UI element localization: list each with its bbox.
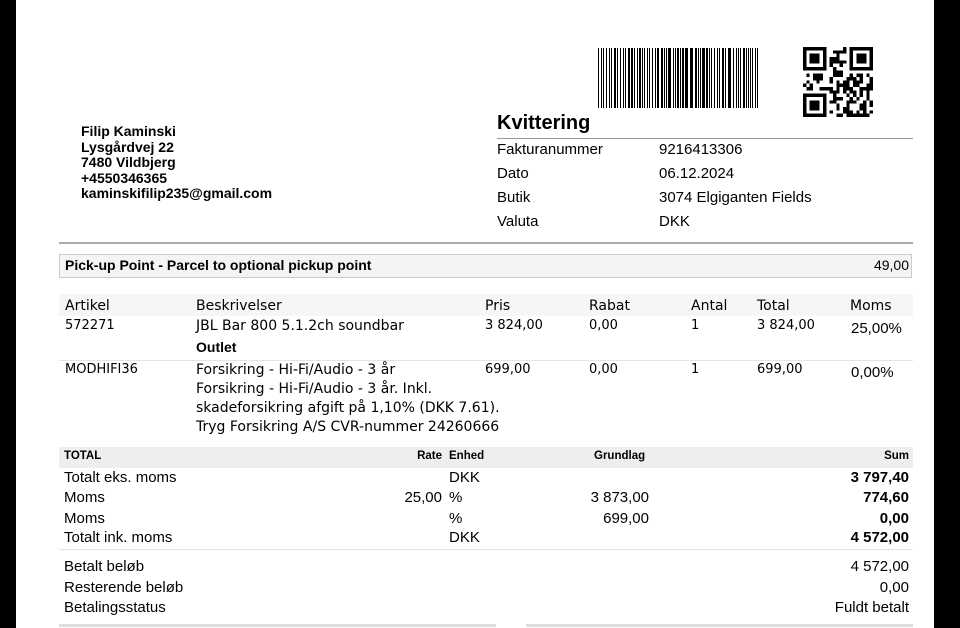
field-value: 9216413306 [659,141,743,158]
item-discount: 0,00 [589,318,618,333]
totals-unit: DKK [449,469,480,486]
totals-sum: 0,00 [879,510,909,527]
field-value: 3074 Elgiganten Fields [659,189,812,206]
col-header-price: Pris [485,298,511,314]
totals-header-total: TOTAL [64,450,102,462]
field-label: Butik [497,189,531,206]
payment-label: Resterende beløb [64,579,184,596]
totals-header-rate: Rate [417,450,442,462]
item-total: 3 824,00 [757,318,815,333]
totals-sum: 3 797,40 [850,469,909,486]
payment-label: Betalt beløb [64,558,145,575]
payment-label: Betalingsstatus [64,599,166,616]
item-vat: 0,00% [851,364,894,381]
item-description-block [196,317,404,357]
item-description-line: Tryg Forsikring A/S CVR-nummer 24260666 [196,419,500,435]
col-header-discount: Rabat [589,298,630,314]
barcode-image [598,48,760,108]
customer-street: Lysgårdvej 22 [81,138,174,155]
footer-divider [59,624,496,627]
totals-rate: 25,00 [404,489,442,506]
totals-header-background [59,447,913,468]
item-description: JBL Bar 800 5.1.2ch soundbar [196,318,404,334]
customer-email: kaminskifilip235@gmail.com [81,185,273,201]
col-header-article: Artikel [65,298,110,314]
payment-value: 4 572,00 [850,558,909,575]
totals-label: Moms [64,510,105,527]
col-header-total: Total [757,298,790,314]
customer-name: Filip Kaminski [81,123,176,139]
divider [497,138,913,139]
qr-code-image [803,47,873,117]
col-header-vat: Moms [850,298,892,314]
shipping-amount: 49,00 [873,257,909,273]
item-vat: 25,00% [851,320,902,337]
totals-header-unit: Enhed [449,450,485,462]
totals-base: 699,00 [603,510,649,527]
item-price: 699,00 [485,362,531,377]
item-total: 699,00 [757,362,803,377]
item-description-line: Forsikring - Hi-Fi/Audio - 3 år. Inkl. [196,381,433,397]
col-header-qty: Antal [691,298,728,314]
field-label: Dato [497,165,529,182]
item-price: 3 824,00 [485,318,543,333]
section-divider [59,242,913,244]
col-header-description: Beskrivelser [196,298,282,314]
totals-sum: 4 572,00 [850,529,909,546]
totals-label: Totalt ink. moms [64,529,173,546]
customer-phone: +4550346365 [81,169,168,186]
payment-value: Fuldt betalt [834,599,909,616]
shipping-label: Pick-up Point - Parcel to optional pickup point [65,257,372,273]
footer-divider [526,624,913,627]
totals-label: Moms [64,489,105,506]
field-label: Valuta [497,213,539,230]
item-article: MODHIFI36 [65,362,138,377]
customer-city: 7480 Vildbjerg [81,154,176,170]
item-qty: 1 [691,362,700,377]
item-tag: Outlet [196,339,237,355]
row-divider [59,549,913,550]
field-value: DKK [659,213,690,230]
totals-unit: % [449,489,463,506]
customer-address [81,124,272,202]
item-description-block [196,361,500,437]
field-value: 06.12.2024 [659,165,735,182]
item-discount: 0,00 [589,362,618,377]
item-description-line: skadeforsikring afgift på 1,10% (DKK 7.61). [196,400,500,416]
item-article: 572271 [65,318,115,333]
totals-label: Totalt eks. moms [64,469,177,486]
item-qty: 1 [691,318,700,333]
totals-unit: % [449,510,463,527]
shipping-row [59,254,912,278]
totals-unit: DKK [449,529,480,546]
item-description: Forsikring - Hi-Fi/Audio - 3 år [196,362,396,378]
totals-base: 3 873,00 [590,489,649,506]
totals-header-base: Grundlag [594,450,646,462]
payment-value: 0,00 [879,579,909,596]
totals-sum: 774,60 [863,489,909,506]
field-label: Fakturanummer [497,141,603,158]
receipt-title: Kvittering [497,112,591,134]
totals-header-sum: Sum [884,450,909,462]
